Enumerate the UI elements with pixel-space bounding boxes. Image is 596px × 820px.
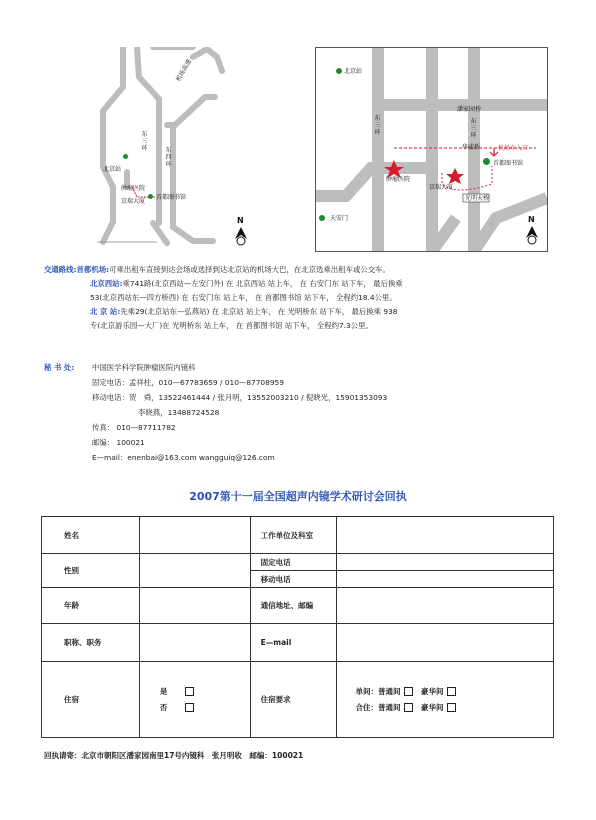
single-deluxe-label: 豪华间 <box>420 686 444 696</box>
tiananmen-marker <box>319 215 325 221</box>
position-field[interactable] <box>139 624 250 662</box>
north-arrow-label: N <box>237 216 244 225</box>
secretariat-mobile-2: 李晓燕，13488724528 <box>138 408 220 417</box>
mobile-label: 移动电话 <box>250 571 337 588</box>
secretariat-fax: 传真： 010—87711782 <box>92 423 176 432</box>
map-label-beijing-station: 北京站 <box>344 68 363 75</box>
secretariat-postcode: 邮编： 100021 <box>92 438 145 447</box>
workplace-label: 工作单位及科室 <box>250 517 337 554</box>
secretariat-heading: 秘 书 处: <box>44 363 75 372</box>
capital-library-marker <box>483 158 490 165</box>
west-station-text-2: 53(北京西站东—四方桥西) 在 右安门东 站上车， 在 首都图书馆 站下车， 全程约18.4公里。 <box>90 293 397 302</box>
lodging-yes-option <box>160 684 250 700</box>
secretariat-email: E—mail：enenbai@163.com wangguiq@126.com <box>92 453 275 462</box>
map-label-tumor-hospital: 肿瘤医院 <box>121 185 146 192</box>
map-label-east-third-ring-2: 东三环 <box>470 118 477 139</box>
shared-room-label: 合住：普通间 <box>355 702 401 712</box>
single-room-label: 单间：普通间 <box>355 686 401 696</box>
transport-section <box>44 263 403 333</box>
email-field[interactable] <box>337 624 554 662</box>
location-map-detail <box>315 47 548 252</box>
map-label-panjiayuan-bridge: 潘家园桥 <box>457 106 482 113</box>
north-arrow-icon <box>525 226 539 246</box>
beijing-station-text-2: 专(北京游乐园—大厂)在 光明桥东 站上车， 在 首都图书馆 站下车， 全程约7.3公里。 <box>90 321 373 330</box>
lodging-req-label: 住宿要求 <box>250 662 337 738</box>
map-label-tumor-hospital: 肿瘤医院 <box>386 176 411 183</box>
registration-form <box>41 516 554 738</box>
lodging-yes-checkbox[interactable] <box>185 687 194 696</box>
beijing-station-marker <box>123 154 128 159</box>
lodging-label: 住宿 <box>42 662 140 738</box>
age-field[interactable] <box>139 588 250 624</box>
landline-label: 固定电话 <box>250 554 337 571</box>
west-station-label: 北京西站: <box>90 279 123 288</box>
single-room-option <box>355 684 553 700</box>
secretariat-mobile: 移动电话：贺 舜，13522461444 / 张月明，13552003210 / 倪晓光，15901353093 <box>92 393 388 402</box>
shared-deluxe-label: 豪华间 <box>420 702 444 712</box>
map-label-east-fourth-ring: 东四环 <box>165 147 172 168</box>
gender-field[interactable] <box>139 554 250 588</box>
single-standard-checkbox[interactable] <box>404 687 413 696</box>
name-field[interactable] <box>139 517 250 554</box>
map-label-capital-library: 首都图书馆 <box>493 160 524 167</box>
north-arrow-label: N <box>528 215 535 224</box>
map-label-jingrui: 京瑞大厦 <box>429 184 454 191</box>
location-map-overview <box>97 47 257 247</box>
beijing-station-marker <box>336 68 342 74</box>
map-label-airport-expressway: 机场高速 <box>174 58 194 83</box>
address-label: 通信地址、邮编 <box>250 588 337 624</box>
secretariat-org: 中国医学科学院肿瘤医院内镜科 <box>92 363 196 372</box>
address-field[interactable] <box>337 588 554 624</box>
map-label-east-third-ring: 东三环 <box>141 131 148 152</box>
beijing-station-label: 北 京 站: <box>90 307 121 316</box>
gender-label: 性别 <box>42 554 140 588</box>
map-label-guangming-bridge: 光明天桥 <box>465 195 490 202</box>
beijing-station-text-1: 先乘29(北京站东—弘燕站) 在 北京站 站上车， 在 光明桥东 站下车， 最后换乘 938 <box>120 307 398 316</box>
map-label-tiananmen: 天安门 <box>330 215 349 222</box>
transport-heading: 交通路线: <box>44 265 77 274</box>
west-station-text-1: 乘741路(北京西站—左安门外) 在 北京西站 站上车， 在 右安门东 站下车， 最后换乘 <box>122 279 403 288</box>
landline-field[interactable] <box>337 554 554 571</box>
lodging-yes-label: 是 <box>159 686 168 696</box>
age-label: 年龄 <box>42 588 140 624</box>
map-label-airport-entry: 机场车入口 <box>498 145 529 152</box>
north-arrow-icon <box>234 227 248 247</box>
name-label: 姓名 <box>42 517 140 554</box>
workplace-field[interactable] <box>337 517 554 554</box>
map-label-beijing-station: 北京站 <box>103 166 122 173</box>
secretariat-section <box>44 360 387 465</box>
secretariat-phone: 固定电话：孟祥柱，010—67783659 / 010—87708959 <box>92 378 284 387</box>
airport-label: 首都机场: <box>76 265 110 274</box>
capital-library-marker <box>148 194 153 199</box>
lodging-no-option <box>160 700 250 716</box>
airport-text: 可乘出租车直接到达会场或选择到达北京站的机场大巴，在北京选乘出租车或公交车。 <box>109 265 390 274</box>
map-label-capital-library: 首都图书馆 <box>156 194 187 201</box>
shared-room-option <box>355 700 553 716</box>
email-label: E—mail <box>250 624 337 662</box>
return-address: 回执请寄：北京市朝阳区潘家园南里17号内镜科 张月明收 邮编：100021 <box>44 751 304 760</box>
map-label-jingrui: 京瑞大厦 <box>121 198 146 205</box>
single-deluxe-checkbox[interactable] <box>447 687 456 696</box>
map-label-huawei-bridge: 华威桥 <box>462 144 481 151</box>
shared-standard-checkbox[interactable] <box>404 703 413 712</box>
lodging-no-label: 否 <box>159 702 168 712</box>
shared-deluxe-checkbox[interactable] <box>447 703 456 712</box>
lodging-no-checkbox[interactable] <box>185 703 194 712</box>
form-title: 2007第十一届全国超声内镜学术研讨会回执 <box>189 490 407 503</box>
mobile-field[interactable] <box>337 571 554 588</box>
position-label: 职称、职务 <box>42 624 140 662</box>
map-label-east-third-ring: 东三环 <box>374 115 381 136</box>
